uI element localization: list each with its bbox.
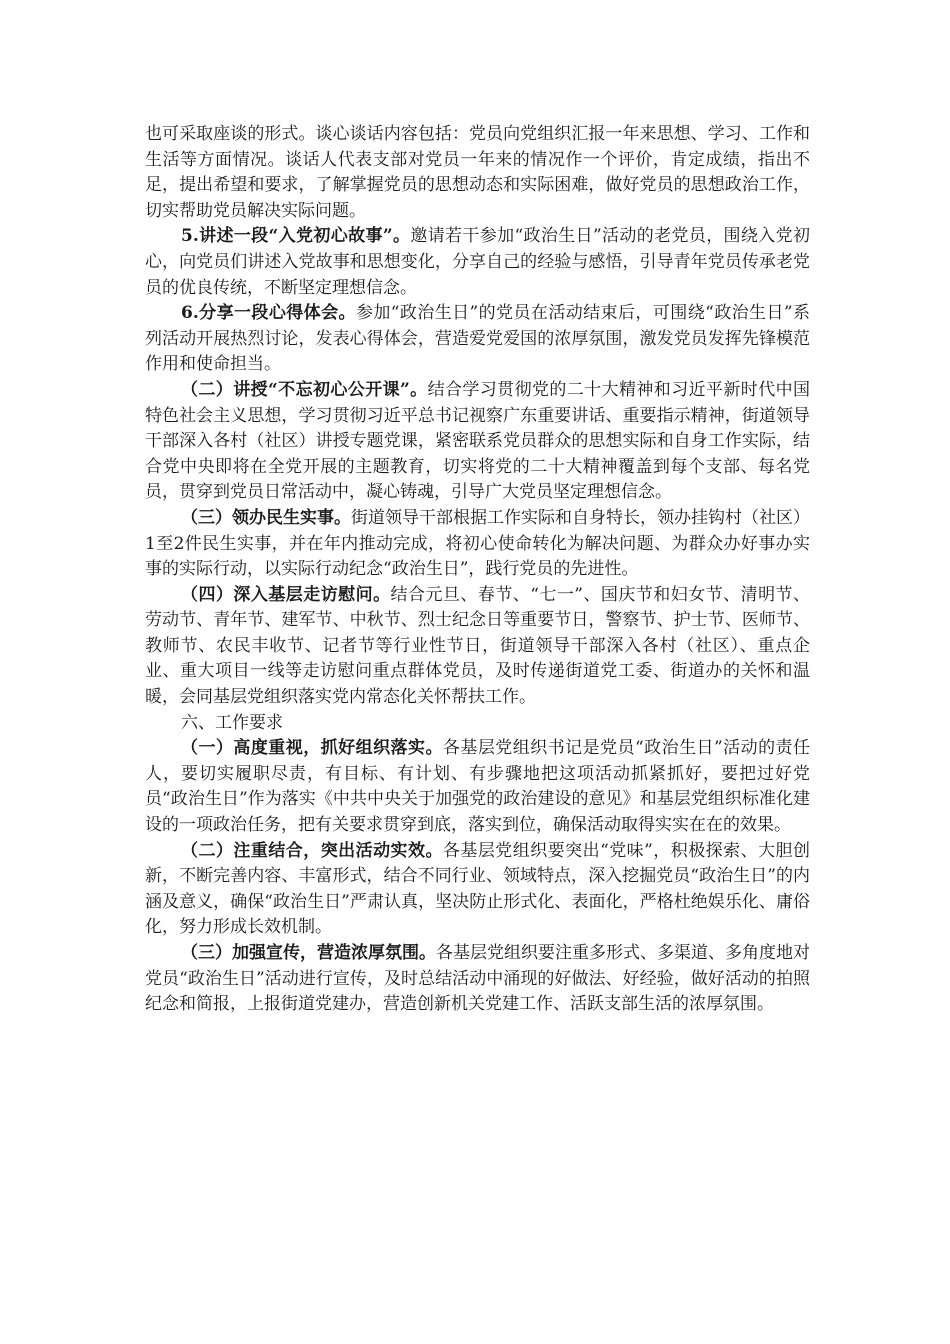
document-page	[145, 122, 810, 1018]
requirement-publicity	[145, 941, 810, 1018]
paragraph-lead: 6.分享一段心得体会。	[181, 303, 356, 324]
requirement-text: 各基层党组织要注重多形式、多渠道、多角度地对党员“政治生日”活动进行宣传，及时总结活动中涌现的好做法、好经验，做好活动的拍照纪念和简报，上报街道党建办，营造创新机关党建工作、活跃支部生活的浓厚氛围。	[145, 943, 810, 1015]
paragraph-text: 参加“政治生日”的党员在活动结束后，可围绕“政治生日”系列活动开展热烈讨论，发表心得体会，营造爱党爱国的浓厚氛围，激发党员发挥先锋模范作用和使命担当。	[145, 303, 810, 375]
paragraph-experience	[145, 301, 810, 378]
paragraph-text: 邀请若干参加“政治生日”活动的老党员，围绕入党初心，向党员们讲述入党故事和思想变化，分享自己的经验与感悟，引导青年党员传承老党员的优良传统，不断坚定理想信念。	[145, 226, 810, 298]
requirement-effectiveness	[145, 839, 810, 941]
paragraph-lead: （三）领办民生实事。	[181, 507, 351, 528]
paragraph-text: 也可采取座谈的形式。谈心谈话内容包括：党员向党组织汇报一年来思想、学习、工作和生活等方面情况。谈话人代表支部对党员一年来的情况作一个评价，肯定成绩，指出不足，提出希望和要求，了解掌握党员的思想动态和实际困难，做好党员的思想政治工作，切实帮助党员解决实际问题。	[145, 124, 810, 221]
paragraph-continuation	[145, 122, 810, 224]
requirement-lead: （三）加强宣传，营造浓厚氛围。	[181, 943, 436, 963]
section-heading: 六、工作要求	[181, 712, 283, 733]
requirement-text: 各基层党组织书记是党员“政治生日”活动的责任人，要切实履职尽责，有目标、有计划、有步骤地把这项活动抓紧抓好，要把过好党员“政治生日”作为落实《中共中央关于加强党的政治建设的意见》和基层党组织标准化建设的一项政治任务，把有关要求贯穿到底，落实到位，确保活动取得实实在在的效果。	[145, 738, 810, 836]
paragraph-text: 结合元旦、春节、“七一”、国庆节和妇女节、清明节、劳动节、青年节、建军节、中秋节、烈士纪念日等重要节日，警察节、护士节、医师节、教师节、农民丰收节、记者节等行业性节日，街道领导干部深入各村（社区）、重点企业、重大项目一线等走访慰问重点群体党员，及时传递街道党工委、街道办的关怀和温暖，会同基层党组织落实党内常态化关怀帮扶工作。	[145, 584, 811, 708]
paragraph-lead: 5.讲述一段“入党初心故事”。	[181, 226, 411, 247]
paragraph-visits	[145, 583, 810, 711]
paragraph-story	[145, 224, 810, 301]
requirement-lead: （一）高度重视，抓好组织落实。	[181, 738, 443, 759]
paragraph-open-class	[145, 378, 810, 506]
paragraph-text: 街道领导干部根据工作实际和自身特长，领办挂钩村（社区）1至2件民生实事，并在年内推动完成，将初心使命转化为解决问题、为群众办好事办实事的实际行动，以实际行动纪念“政治生日”，践行党员的先进性。	[145, 507, 810, 580]
requirement-organization	[145, 736, 810, 838]
requirement-text: 各基层党组织要突出“党味”，积极探索、大胆创新，不断完善内容、丰富形式，结合不同行业、领域特点，深入挖掘党员“政治生日”的内涵及意义，确保“政治生日”严肃认真，坚决防止形式化、表面化，严格杜绝娱乐化、庸俗化，努力形成长效机制。	[145, 840, 810, 938]
paragraph-livelihood	[145, 506, 810, 583]
paragraph-lead: （二）讲授“不忘初心公开课”。	[181, 379, 428, 400]
requirement-lead: （二）注重结合，突出活动实效。	[181, 840, 443, 861]
paragraph-lead: （四）深入基层走访慰问。	[181, 584, 391, 605]
paragraph-text: 结合学习贯彻党的二十大精神和习近平新时代中国特色社会主义思想，学习贯彻习近平总书记视察广东重要讲话、重要指示精神，街道领导干部深入各村（社区）讲授专题党课，紧密联系党员群众的思想实际和自身工作实际，结合党中央即将在全党开展的主题教育，切实将党的二十大精神覆盖到每个支部、每名党员，贯穿到党员日常活动中，凝心铸魂，引导广大党员坚定理想信念。	[145, 379, 810, 503]
